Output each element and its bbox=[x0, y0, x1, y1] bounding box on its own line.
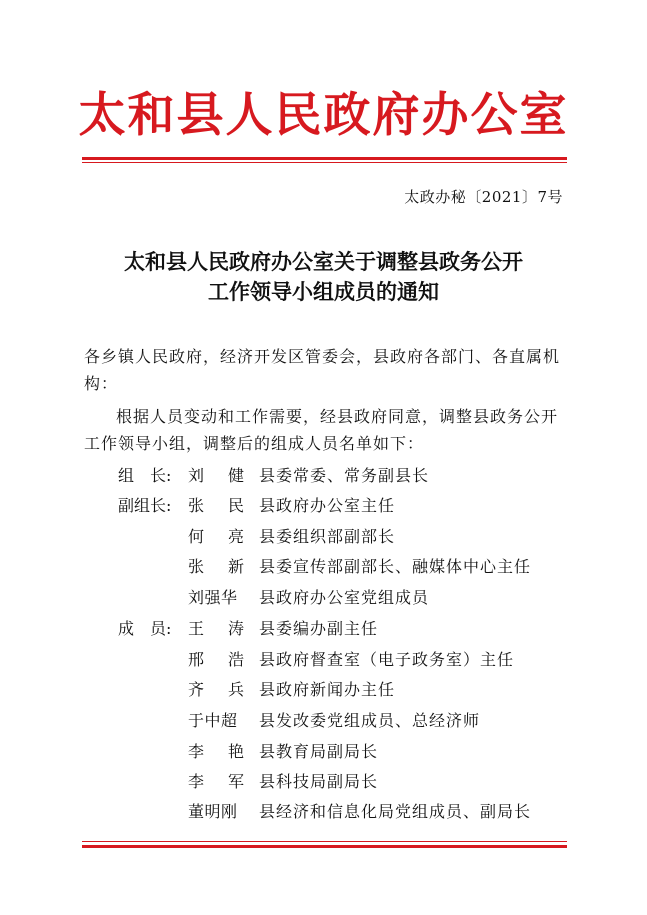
member-name: 王 涛 bbox=[188, 619, 249, 638]
document-number: 太政办秘〔2021〕7号 bbox=[404, 188, 563, 206]
member-name: 邢 浩 bbox=[188, 650, 249, 669]
member-position: 县委常委、常务副县长 bbox=[259, 466, 430, 485]
header-divider-thin bbox=[82, 162, 567, 163]
member-name: 何 亮 bbox=[188, 527, 249, 546]
body-paragraph: 根据人员变动和工作需要，经县政府同意，调整县政务公开工作领导小组，调整后的组成人员名单如下： bbox=[84, 407, 559, 453]
document-header-org-name: 太和县人民政府办公室 bbox=[78, 88, 569, 143]
member-position: 县政府督查室（电子政务室）主任 bbox=[259, 650, 515, 669]
member-name: 李 军 bbox=[188, 772, 249, 791]
member-name: 刘 健 bbox=[188, 466, 249, 485]
member-position: 县政府新闻办主任 bbox=[259, 680, 396, 699]
member-name: 张 新 bbox=[188, 557, 249, 576]
member-position: 县委组织部副部长 bbox=[259, 527, 396, 546]
member-name: 李 艳 bbox=[188, 742, 249, 761]
member-role: 组 长: bbox=[118, 466, 172, 485]
footer-divider-thin bbox=[82, 841, 567, 842]
salutation: 各乡镇人民政府，经济开发区管委会，县政府各部门、各直属机构： bbox=[84, 347, 561, 393]
document-title bbox=[60, 247, 587, 307]
member-role: 副组长: bbox=[118, 496, 172, 515]
title-line-1: 太和县人民政府办公室关于调整县政务公开 bbox=[124, 250, 523, 274]
member-position: 县经济和信息化局党组成员、副局长 bbox=[259, 802, 532, 821]
member-name: 刘强华 bbox=[188, 588, 238, 607]
member-position: 县政府办公室党组成员 bbox=[259, 588, 430, 607]
member-position: 县发改委党组成员、总经济师 bbox=[259, 711, 481, 730]
member-position: 县科技局副局长 bbox=[259, 772, 379, 791]
member-position: 县政府办公室主任 bbox=[259, 496, 396, 515]
header-divider-thick bbox=[82, 157, 567, 160]
title-line-2: 工作领导小组成员的通知 bbox=[208, 280, 439, 304]
member-name: 董明刚 bbox=[188, 802, 238, 821]
member-role: 成 员: bbox=[118, 619, 172, 638]
member-name: 于中超 bbox=[188, 711, 238, 730]
member-name: 齐 兵 bbox=[188, 680, 249, 699]
member-position: 县委编办副主任 bbox=[259, 619, 379, 638]
member-position: 县教育局副局长 bbox=[259, 742, 379, 761]
footer-divider-thick bbox=[82, 845, 567, 848]
member-name: 张 民 bbox=[188, 496, 249, 515]
member-position: 县委宣传部副部长、融媒体中心主任 bbox=[259, 557, 532, 576]
